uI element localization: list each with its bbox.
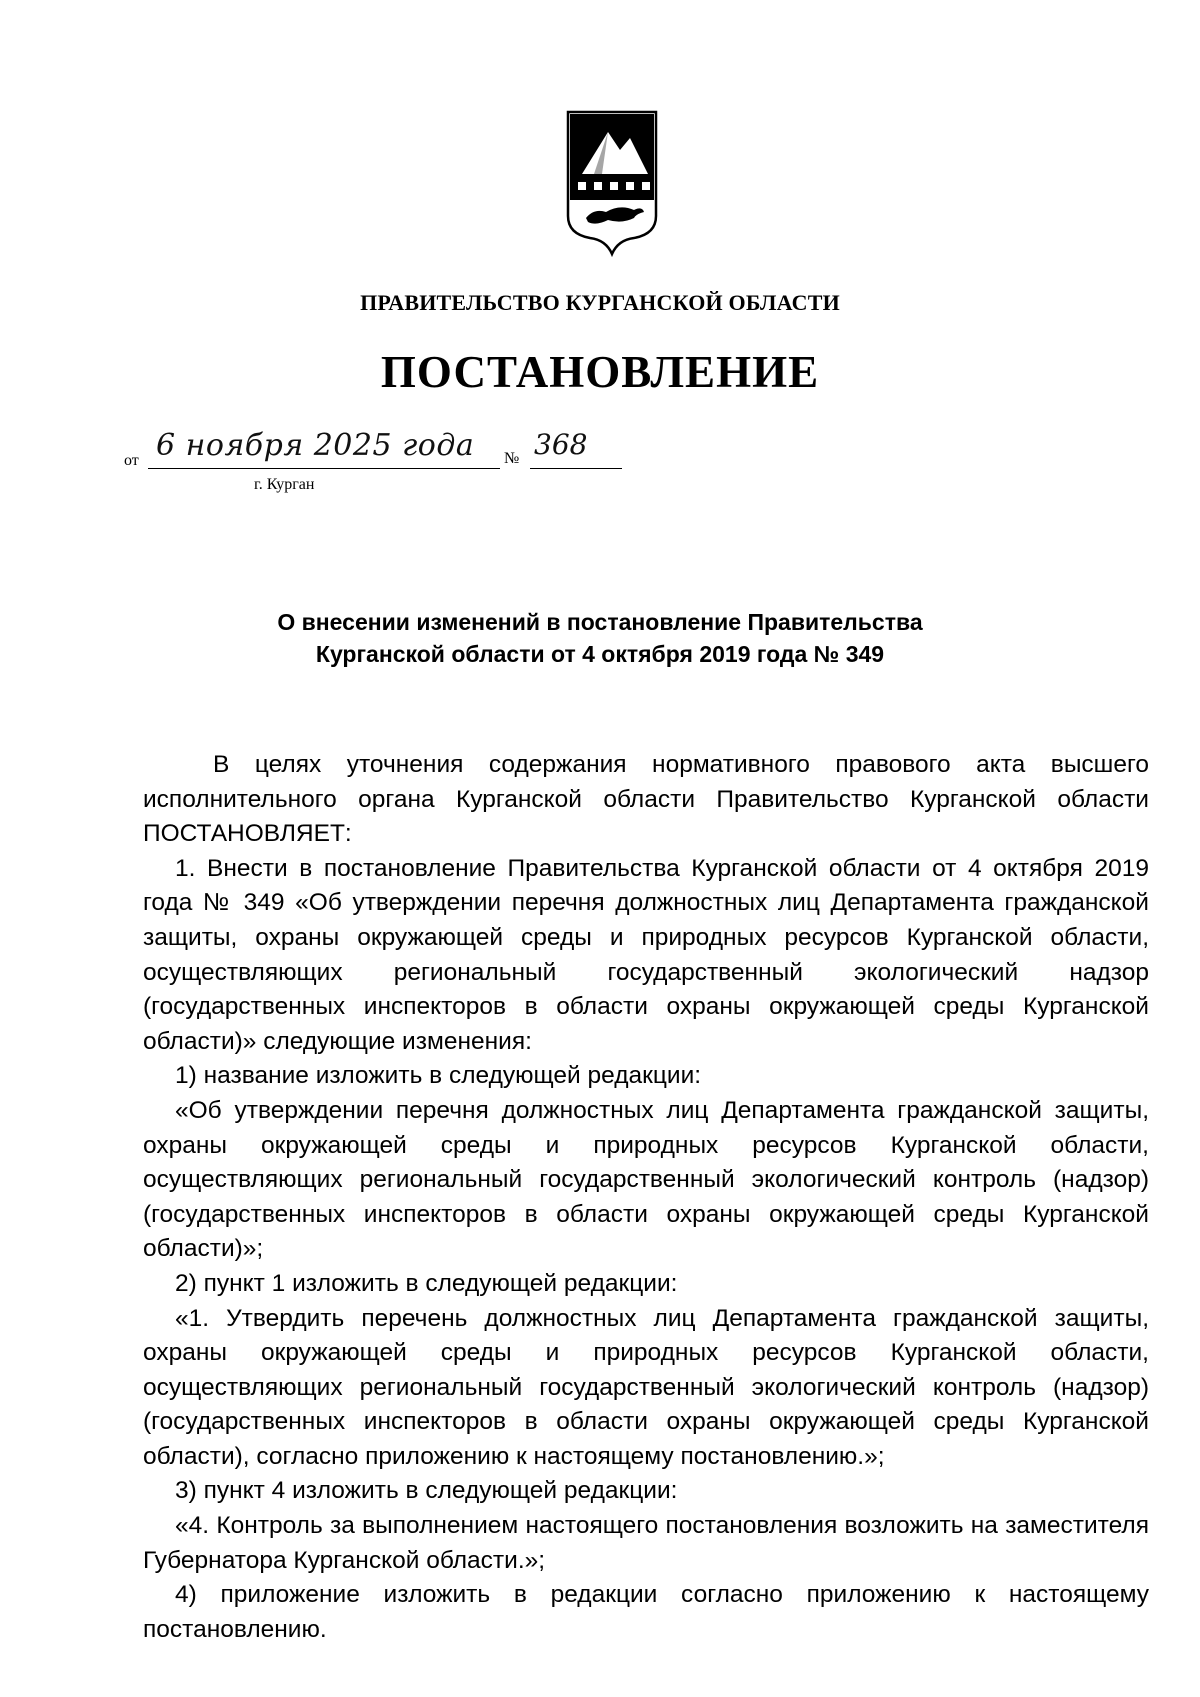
number-underline: [530, 468, 622, 469]
number-label: №: [504, 450, 520, 467]
paragraph-quote-point-4: «4. Контроль за выполнением настоящего постановления возложить на заместителя Губернатора Курганской области.»;: [143, 1512, 1149, 1574]
city-label: г. Курган: [254, 476, 315, 493]
paragraph-subitem-1: 1) название изложить в следующей редакции:: [175, 1062, 702, 1090]
paragraph-subitem-4: 4) приложение изложить в редакции согласно приложению к настоящему постановлению.: [143, 1581, 1149, 1643]
document-title-line-2: Курганской области от 4 октября 2019 года № 349: [315, 641, 885, 667]
paragraph-subitem-2: 2) пункт 1 изложить в следующей редакции:: [175, 1269, 678, 1297]
paragraph-item-1: 1. Внести в постановление Правительства Курганской области от 4 октября 2019 года № 349 «Об утверждении перечня должностных лиц Департамента гражданской защиты, охраны окружающей среды и природных ресурсов Курганской области, осуществляющих региональный государственный экологический надзор (государственных инспекторов в области охраны окружающей среды Курганской области)» следующие изменения:: [143, 854, 1149, 1055]
document-body: [143, 748, 1149, 1647]
document-title-line-1: О внесении изменений в постановление Правительства: [277, 609, 923, 635]
organization-name: ПРАВИТЕЛЬСТВО КУРГАНСКОЙ ОБЛАСТИ: [360, 290, 840, 315]
document-type-heading: ПОСТАНОВЛЕНИЕ: [380, 347, 820, 397]
paragraph-preamble: В целях уточнения содержания нормативного правового акта высшего исполнительного органа Курганской области Правительство Курганской области ПОСТАНОВЛЯЕТ:: [143, 751, 1149, 848]
paragraph-quote-point-1: «1. Утвердить перечень должностных лиц Департамента гражданской защиты, охраны окружающей среды и природных ресурсов Курганской области, осуществляющих региональный государственный экологический контроль (надзор) (государственных инспекторов в области охраны окружающей среды Курганской области), согласно приложению к настоящему постановлению.»;: [143, 1304, 1149, 1470]
kurgan-oblast-coat-of-arms-icon: [564, 108, 660, 260]
date-prefix-label: от: [124, 452, 139, 469]
paragraph-quote-name: «Об утверждении перечня должностных лиц Департамента гражданской защиты, охраны окружающей среды и природных ресурсов Курганской области, осуществляющих региональный государственный экологический контроль (надзор) (государственных инспекторов в области охраны окружающей среды Курганской области)»;: [143, 1096, 1149, 1263]
handwritten-number: 368: [534, 428, 588, 461]
document-title: [0, 606, 1200, 670]
date-underline: [148, 468, 500, 469]
paragraph-subitem-3: 3) пункт 4 изложить в следующей редакции:: [175, 1477, 678, 1505]
handwritten-date: 6 ноября 2025 года: [156, 428, 475, 463]
